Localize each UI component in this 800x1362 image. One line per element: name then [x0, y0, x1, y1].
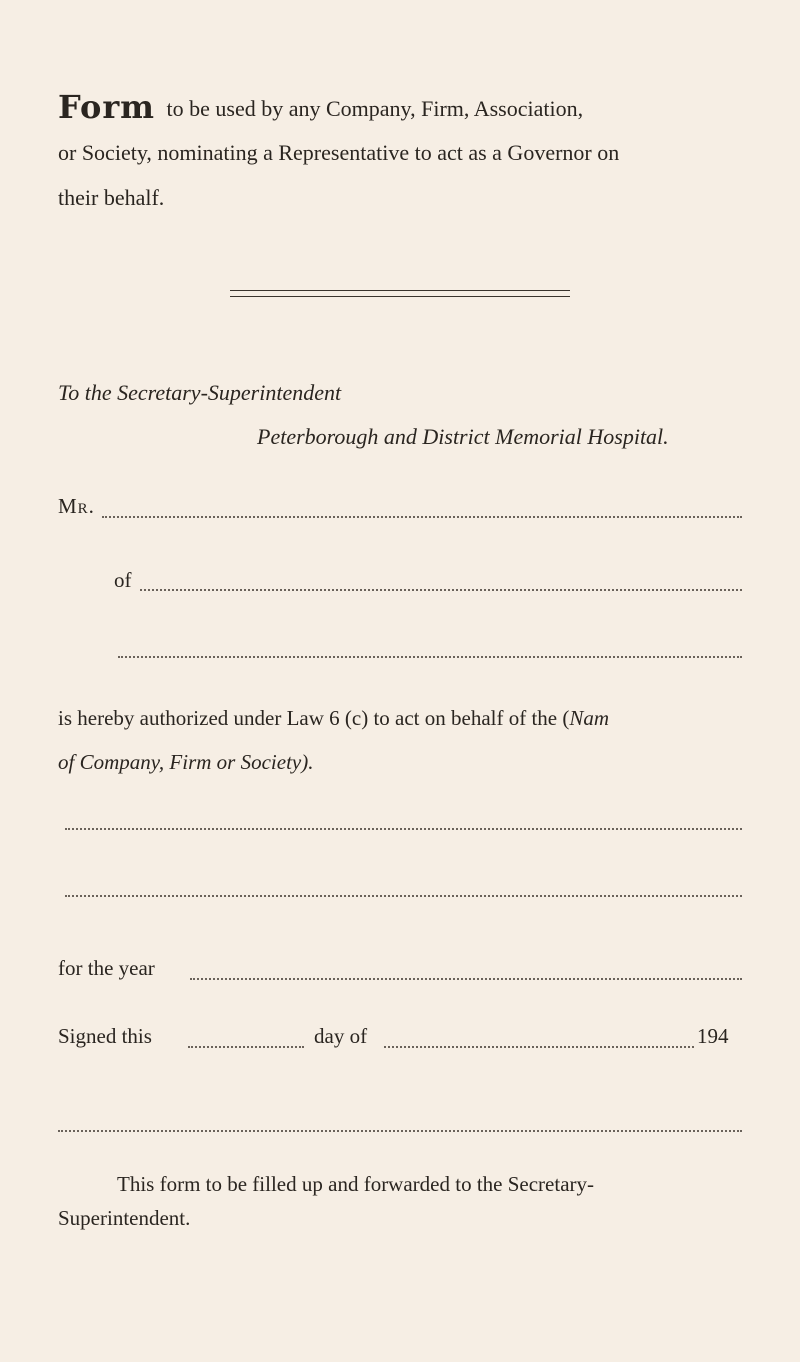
form-heading-line1	[58, 88, 583, 126]
of-field-line2[interactable]	[118, 656, 742, 658]
year-suffix: 194	[697, 1024, 729, 1048]
mr-label: Mr.	[58, 494, 95, 518]
signed-label: Signed this	[58, 1024, 152, 1048]
signed-day-field[interactable]	[188, 1046, 304, 1048]
authorization-line1	[58, 706, 609, 731]
footer-line2: Superintendent.	[58, 1206, 191, 1230]
heading-line1-text: to be used by any Company, Firm, Association,	[166, 96, 584, 121]
footer-line1: This form to be filled up and forwarded to the Secretary-	[117, 1172, 595, 1196]
authorization-text: is hereby authorized under Law 6 (c) to act on behalf of the (	[58, 706, 570, 730]
company-name-field[interactable]	[65, 828, 742, 830]
divider-rule-bottom	[230, 296, 570, 297]
form-heading-line3: their behalf.	[58, 185, 165, 210]
addressee-line2: Peterborough and District Memorial Hospital.	[257, 424, 669, 449]
signed-month-field[interactable]	[384, 1046, 694, 1048]
form-heading-line2: or Society, nominating a Representative to act as a Governor on	[58, 140, 620, 165]
year-label: for the year	[58, 956, 155, 980]
authorization-line2: of Company, Firm or Society).	[58, 750, 314, 774]
addressee-line1: To the Secretary-Superintendent	[58, 380, 342, 405]
company-name-field-line2[interactable]	[65, 895, 742, 897]
mr-field[interactable]	[102, 516, 742, 518]
signature-field[interactable]	[58, 1130, 742, 1132]
day-of-label: day of	[314, 1024, 368, 1048]
year-field[interactable]	[190, 978, 742, 980]
authorization-italic: Nam	[569, 706, 610, 730]
of-label: of	[114, 568, 132, 592]
of-field[interactable]	[140, 589, 742, 591]
form-title-word: Form	[58, 88, 156, 126]
divider-rule-top	[230, 290, 570, 291]
